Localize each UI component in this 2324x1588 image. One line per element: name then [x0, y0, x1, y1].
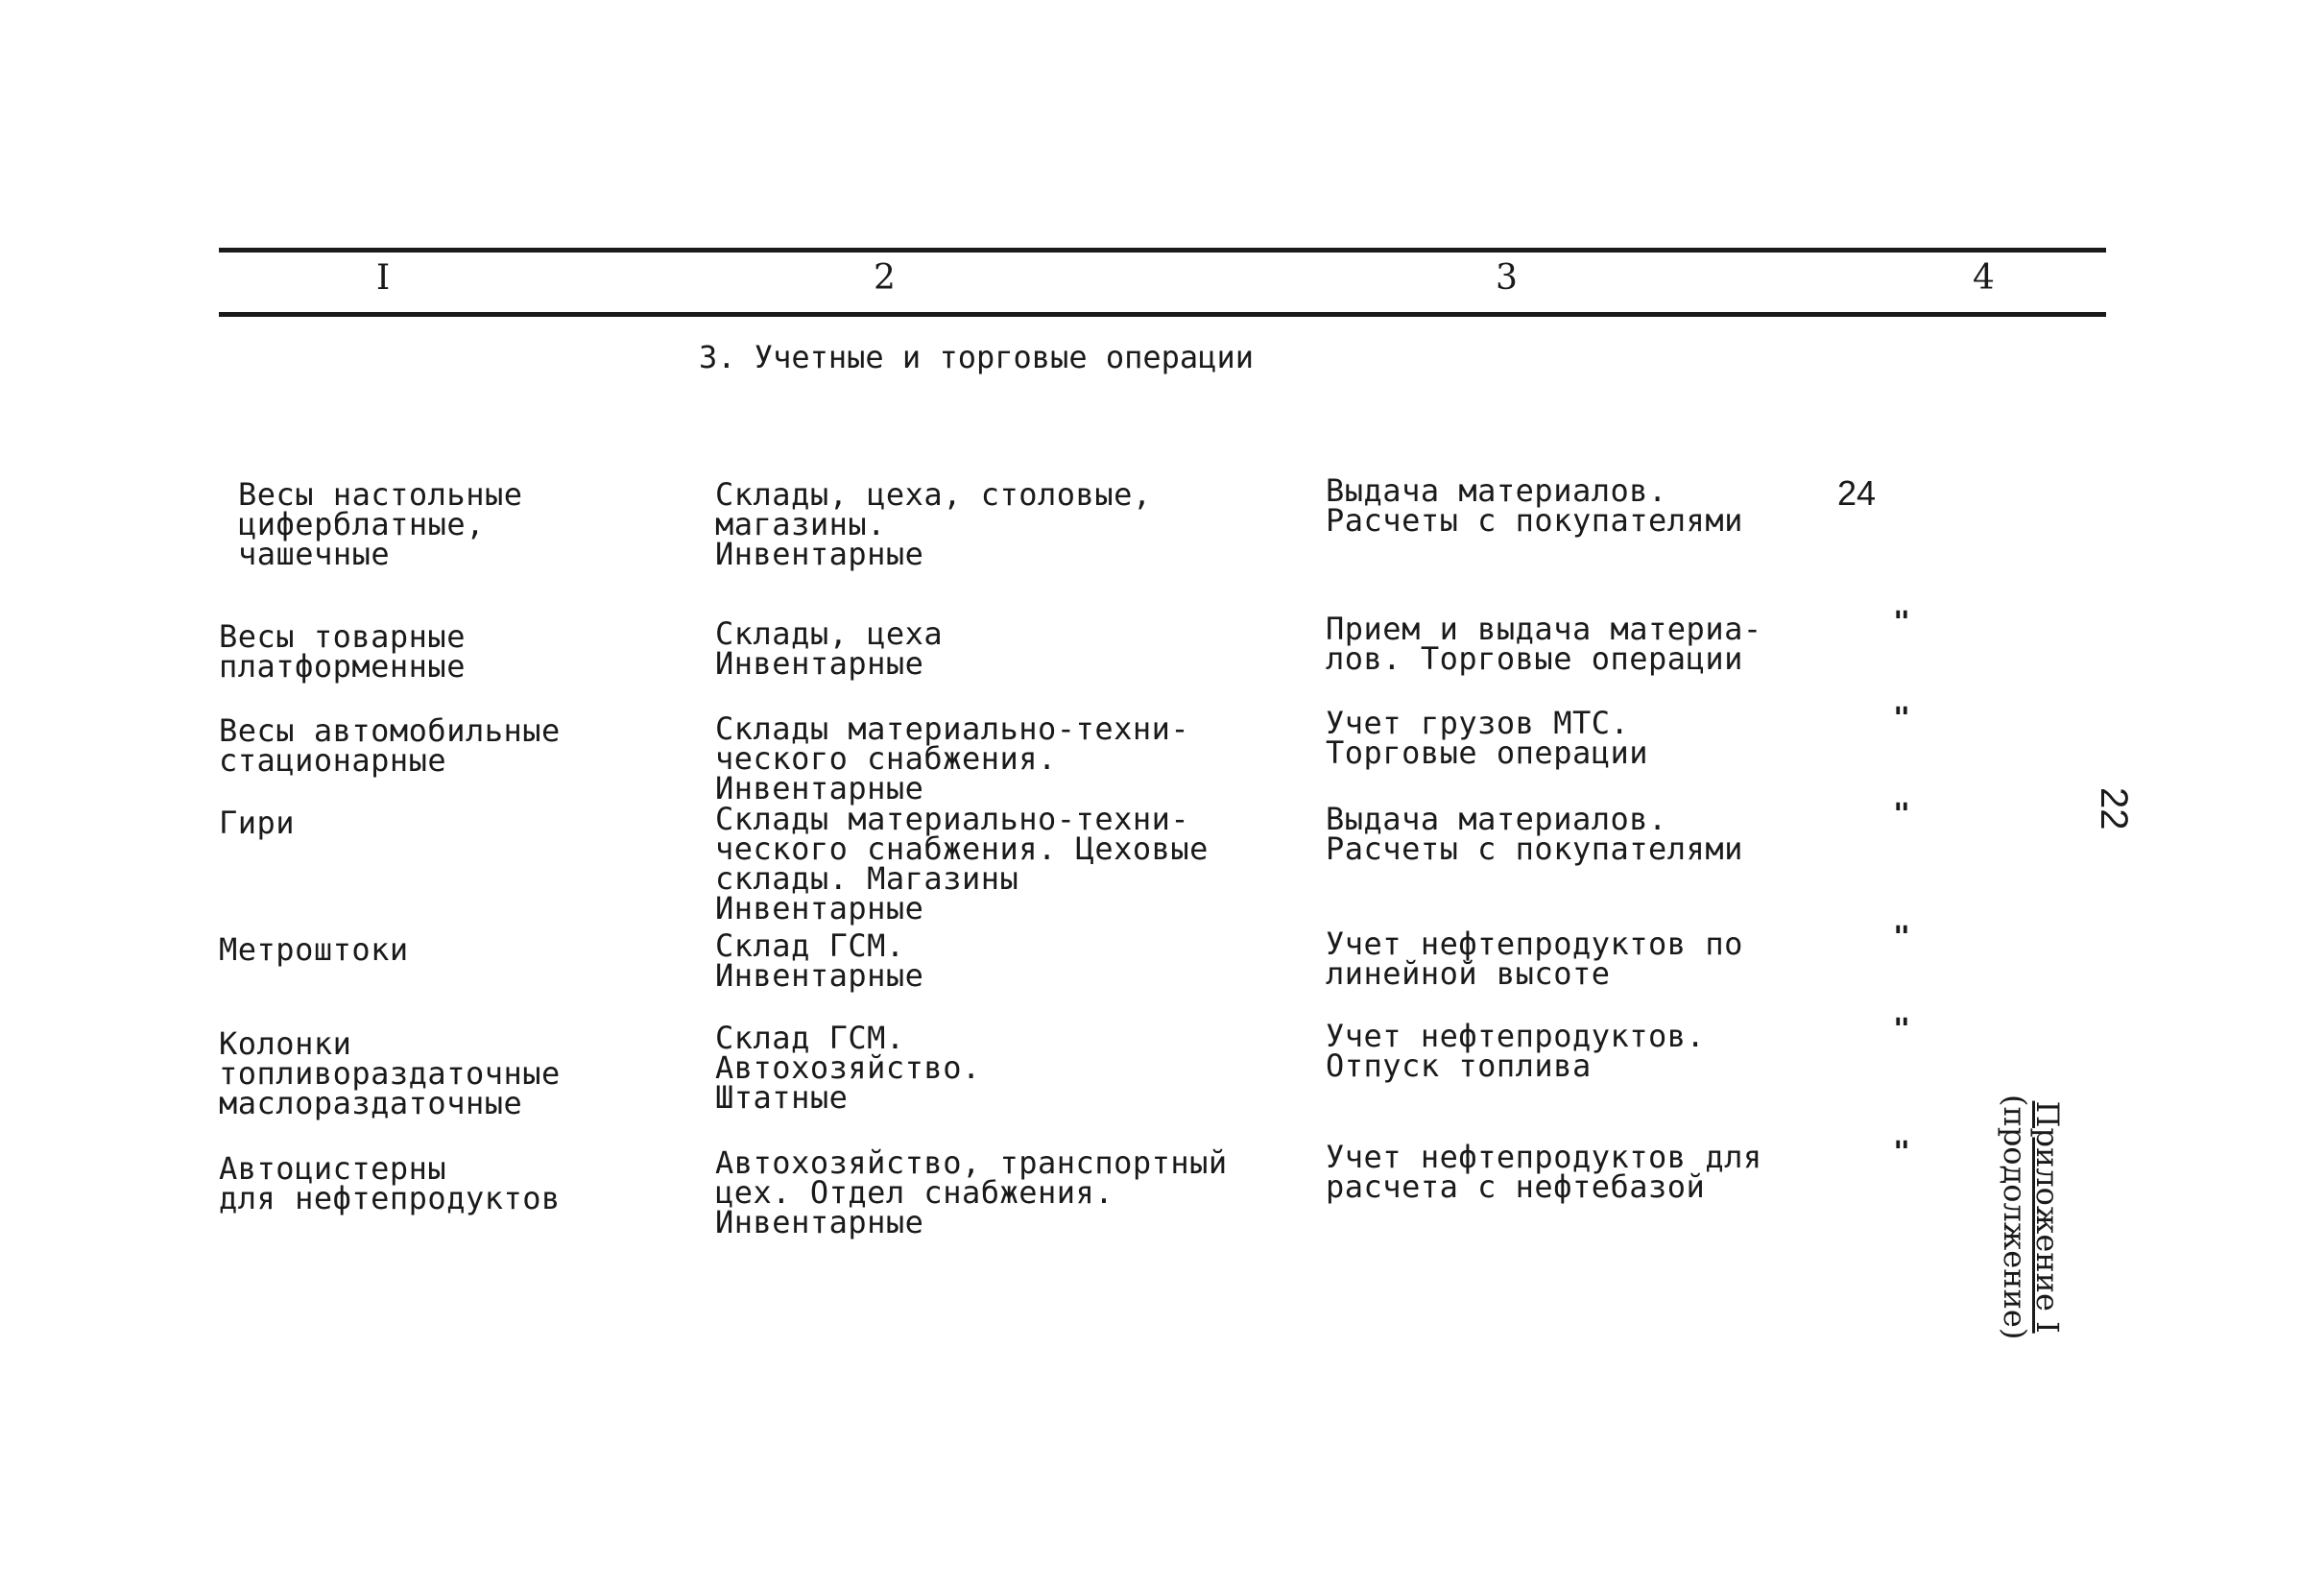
- row-5-instrument: Метроштоки: [219, 931, 409, 968]
- row-4-purpose: Выдача материалов. Расчеты с покупателями: [1326, 801, 1743, 867]
- column-header-4: 4: [1973, 258, 1995, 298]
- row-1-instrument: Весы настольные циферблатные, чашечные: [238, 476, 523, 572]
- row-7-purpose: Учет нефтепродуктов для расчета с нефтебазой: [1326, 1139, 1762, 1205]
- table-header-rule: [219, 312, 2106, 317]
- row-3-ditto-mark: ": [1893, 702, 1911, 735]
- row-7-location: Автохозяйство, транспортный цех. Отдел снабжения. Инвентарные: [715, 1144, 1228, 1240]
- row-6-ditto-mark: ": [1893, 1013, 1911, 1047]
- row-2-instrument: Весы товарные платформенные: [219, 618, 466, 685]
- row-7-instrument: Автоцистерны для нефтепродуктов: [219, 1150, 561, 1216]
- table-top-rule: [219, 248, 2106, 253]
- row-5-ditto-mark: ": [1893, 921, 1911, 954]
- row-4-instrument: Гири: [219, 805, 296, 841]
- row-3-instrument: Весы автомобильные стационарные: [219, 712, 561, 779]
- row-2-purpose: Прием и выдача материа- лов. Торговые операции: [1326, 611, 1762, 677]
- row-2-ditto-mark: ": [1893, 606, 1911, 639]
- appendix-label: [1999, 1095, 2064, 1339]
- row-1-purpose: Выдача материалов. Расчеты с покупателями: [1326, 472, 1743, 539]
- row-4-location: Склады материально-техни- ческого снабжения. Цеховые склады. Магазины Инвентарные: [715, 801, 1209, 926]
- column-header-1: I: [376, 258, 391, 298]
- row-6-instrument: Колонки топливораздаточные маслораздаточные: [219, 1025, 561, 1121]
- row-3-location: Склады материально-техни- ческого снабжения. Инвентарные: [715, 710, 1190, 806]
- page-number: 24: [1837, 473, 1877, 513]
- row-1-location: Склады, цеха, столовые, магазины. Инвентарные: [715, 476, 1152, 572]
- row-6-location: Склад ГСМ. Автохозяйство. Штатные: [715, 1020, 981, 1116]
- row-5-location: Склад ГСМ. Инвентарные: [715, 927, 924, 994]
- row-4-ditto-mark: ": [1893, 798, 1911, 831]
- row-7-ditto-mark: ": [1893, 1136, 1911, 1169]
- column-header-2: 2: [874, 258, 896, 298]
- appendix-title: Приложение I: [2029, 1100, 2066, 1334]
- row-3-purpose: Учет грузов МТС. Торговые операции: [1326, 705, 1649, 771]
- section-title: 3. Учетные и торговые операции: [699, 339, 1254, 375]
- appendix-continuation: (продолжение): [1997, 1095, 2033, 1340]
- row-5-purpose: Учет нефтепродуктов по линейной высоте: [1326, 926, 1743, 992]
- side-page-number: 22: [2093, 787, 2135, 830]
- row-6-purpose: Учет нефтепродуктов. Отпуск топлива: [1326, 1018, 1706, 1084]
- column-header-3: 3: [1496, 258, 1518, 298]
- row-2-location: Склады, цеха Инвентарные: [715, 615, 944, 682]
